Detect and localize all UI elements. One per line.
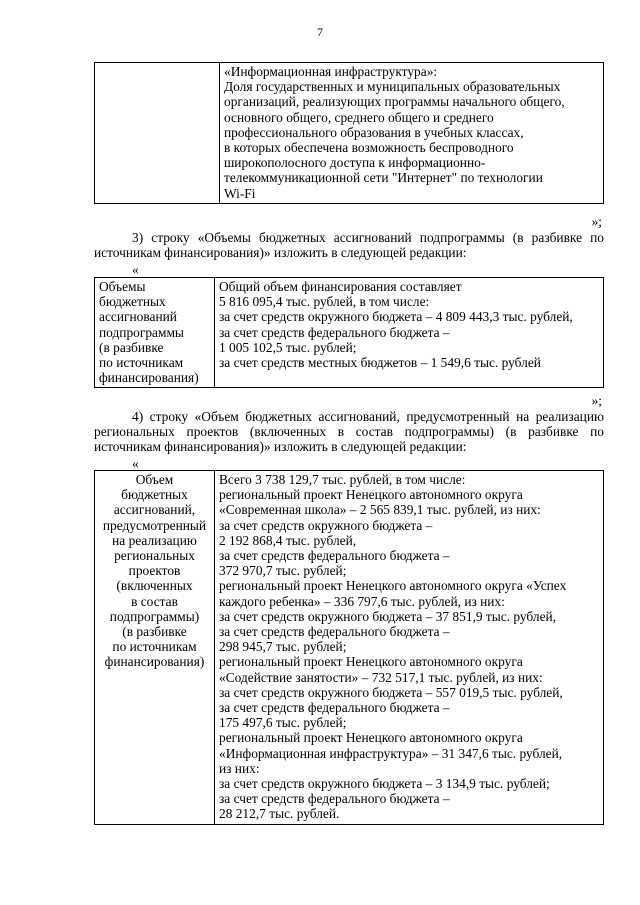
cell-line: «Современная школа» – 2 565 839,1 тыс. рублей, из них: (219, 502, 541, 518)
table-cell-content (215, 471, 604, 825)
opening-quote: « (132, 262, 139, 277)
cell-line: подпрограммы) (109, 608, 200, 624)
table-cell-label (95, 471, 215, 825)
cell-line: «Информационная инфраструктура» – 31 347,6 тыс. рублей, (219, 745, 563, 761)
cell-line: из них: (219, 760, 260, 776)
cell-line: бюджетных (121, 487, 188, 503)
cell-line: подпрограммы (99, 324, 184, 340)
cell-line: за счет средств федерального бюджета – (219, 624, 450, 640)
cell-line: региональный проект Ненецкого автономного округа «Успех (219, 578, 567, 594)
cell-line: 2 192 868,4 тыс. рублей, (219, 532, 357, 548)
cell-line: каждого ребенка» – 336 797,6 тыс. рублей, из них: (219, 593, 505, 609)
cell-line: за счет средств местных бюджетов – 1 549,6 тыс. рублей (219, 355, 541, 371)
cell-line: в которых обеспечена возможность беспроводного (224, 140, 514, 156)
cell-line: 1 005 102,5 тыс. рублей; (219, 339, 357, 355)
cell-line: региональный проект Ненецкого автономного округа (219, 730, 523, 746)
cell-line: 372 970,7 тыс. рублей; (219, 563, 347, 579)
cell-line: в состав (131, 593, 178, 609)
table-row (95, 63, 604, 204)
paragraph-item-3: 3) строку «Объемы бюджетных ассигнований подпрограммы (в разбивке по источникам финансирования)» изложить в следующей редакции: (94, 230, 604, 261)
table-budget-allocations (94, 277, 604, 388)
table-cell-content (220, 63, 604, 204)
page-number: 7 (317, 25, 323, 39)
table-row (95, 471, 604, 825)
cell-line: на реализацию (112, 532, 197, 548)
cell-line: профессионального образования в учебных классах, (224, 124, 524, 140)
cell-line: проектов (128, 563, 181, 579)
cell-line: 28 212,7 тыс. рублей. (219, 806, 340, 822)
closing-quote: »; (591, 393, 602, 408)
cell-line: за счет средств окружного бюджета – 37 851,9 тыс. рублей, (219, 608, 557, 624)
cell-line: (в разбивке (99, 339, 164, 355)
cell-line: «Содействие занятости» – 732 517,1 тыс. рублей, из них: (219, 669, 543, 685)
cell-line: Общий объем финансирования составляет (219, 279, 462, 294)
cell-line: по источникам (112, 639, 197, 655)
cell-line: по источникам (99, 355, 184, 371)
cell-line: «Информационная инфраструктура»: (224, 64, 438, 79)
cell-line: за счет средств окружного бюджета – 557 019,5 тыс. рублей, (219, 684, 563, 700)
table-regional-projects (94, 470, 604, 825)
table-infrastructure-indicator (94, 62, 604, 204)
cell-line: Объемы (99, 279, 146, 294)
cell-line: Доля государственных и муниципальных образовательных (224, 79, 561, 95)
cell-line: 175 497,6 тыс. рублей; (219, 715, 347, 731)
cell-line: Объем (135, 472, 174, 487)
cell-line: финансирования) (99, 370, 199, 386)
cell-line: основного общего, среднего общего и среднего (224, 109, 494, 125)
table-row (95, 278, 604, 388)
cell-line: за счет средств федерального бюджета – (219, 324, 450, 340)
cell-line: региональный проект Ненецкого автономного округа (219, 487, 523, 503)
cell-line: телекоммуникационной сети "Интернет" по технологии (224, 170, 543, 186)
cell-line: за счет средств окружного бюджета – 4 809 443,3 тыс. рублей, (219, 309, 573, 325)
cell-line: за счет средств окружного бюджета – 3 134,9 тыс. рублей; (219, 776, 550, 792)
cell-line: ассигнований, (113, 502, 196, 518)
cell-line: региональный проект Ненецкого автономного округа (219, 654, 523, 670)
table-cell-label (95, 63, 220, 204)
cell-line: за счет средств федерального бюджета – (219, 700, 450, 716)
opening-quote: « (132, 456, 139, 471)
cell-line: 298 945,7 тыс. рублей; (219, 639, 347, 655)
cell-line: 5 816 095,4 тыс. рублей, в том числе: (219, 294, 430, 310)
table-cell-label (95, 278, 215, 388)
cell-line: за счет средств федерального бюджета – (219, 791, 450, 807)
cell-line: (в разбивке (122, 624, 187, 640)
cell-line: организаций, реализующих программы начального общего, (224, 94, 565, 110)
table-cell-content (215, 278, 604, 388)
cell-line: бюджетных (99, 294, 166, 310)
cell-line: широкополосного доступа к информационно- (224, 155, 486, 171)
cell-line: за счет средств окружного бюджета – (219, 517, 433, 533)
closing-quote: »; (591, 214, 602, 229)
cell-line: за счет средств федерального бюджета – (219, 548, 450, 564)
cell-line: региональных (114, 548, 195, 564)
cell-line: Wi-Fi (224, 185, 256, 201)
cell-line: Всего 3 738 129,7 тыс. рублей, в том числе: (219, 472, 466, 487)
cell-line: предусмотренный (102, 517, 207, 533)
paragraph-item-4: 4) строку «Объем бюджетных ассигнований, предусмотренный на реализацию региональных проектов (включенных в состав подпрограммы) (в разбивке по источникам финансирования)» изложить в следующей редакции: (94, 409, 604, 455)
cell-line: ассигнований (99, 309, 177, 325)
cell-line: (включенных (116, 578, 193, 594)
cell-line: финансирования) (104, 654, 205, 670)
